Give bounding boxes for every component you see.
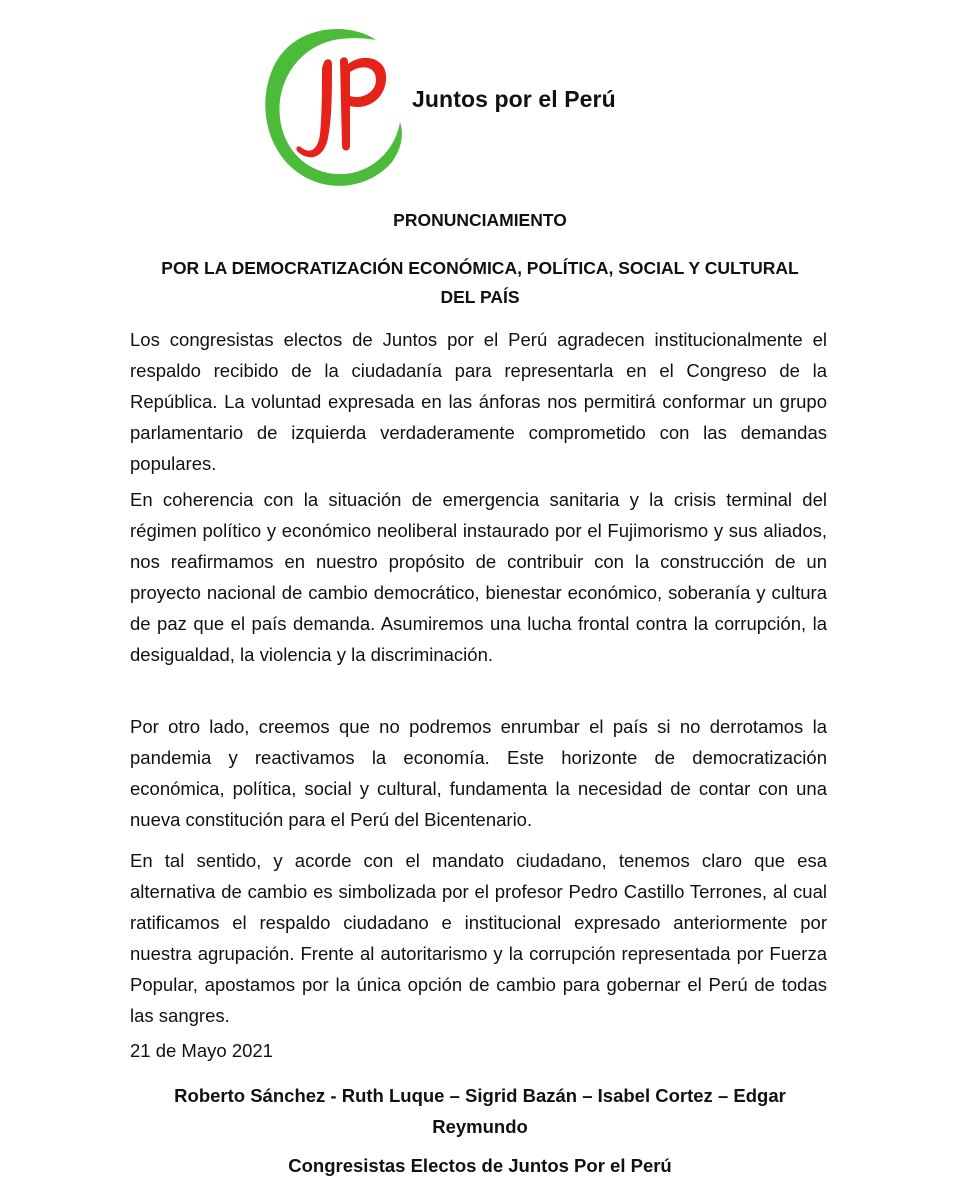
signers-line-2: Reymundo [432, 1116, 528, 1137]
signers-list [0, 1080, 960, 1142]
document-subtitle [0, 254, 960, 312]
paragraph-3: Por otro lado, creemos que no podremos enrumbar el país si no derrotamos la pandemia y reactivamos la economía. Este horizonte de democratización económica, política, social y cultural, fundamenta la necesidad de contar con una nueva constitución para el Perú del Bicentenario. [130, 716, 827, 830]
jp-logo-icon [258, 22, 408, 192]
signature-footer: Congresistas Electos de Juntos Por el Perú [288, 1155, 672, 1176]
signers-line-1: Roberto Sánchez - Ruth Luque – Sigrid Bazán – Isabel Cortez – Edgar [174, 1085, 786, 1106]
document-title: PRONUNCIAMIENTO [393, 210, 567, 230]
party-name: Juntos por el Perú [412, 86, 616, 112]
paragraph-2: En coherencia con la situación de emergencia sanitaria y la crisis terminal del régimen político y económico neoliberal instaurado por el Fujimorismo y sus aliados, nos reafirmamos en nuestro propósito de contribuir con la construcción de un proyecto nacional de cambio democrático, bienestar económico, soberanía y cultura de paz que el país demanda. Asumiremos una lucha frontal contra la corrupción, la desigualdad, la violencia y la discriminación. [130, 489, 827, 665]
paragraph-4: En tal sentido, y acorde con el mandato ciudadano, tenemos claro que esa alternativa de cambio es simbolizada por el profesor Pedro Castillo Terrones, al cual ratificamos el respaldo ciudadano e institucional expresado anteriormente por nuestra agrupación. Frente al autoritarismo y la corrupción representada por Fuerza Popular, apostamos por la única opción de cambio para gobernar el Perú de todas las sangres. [130, 850, 827, 1026]
document-date: 21 de Mayo 2021 [130, 1040, 273, 1061]
paragraph-1: Los congresistas electos de Juntos por el Perú agradecen institucionalmente el respaldo recibido de la ciudadanía para representarla en el Congreso de la República. La voluntad expresada en las ánforas nos permitirá conformar un grupo parlamentario de izquierda verdaderamente comprometido con las demandas populares. [130, 329, 827, 474]
subtitle-line-1: POR LA DEMOCRATIZACIÓN ECONÓMICA, POLÍTICA, SOCIAL Y CULTURAL [161, 258, 799, 278]
party-logo [258, 22, 408, 192]
subtitle-line-2: DEL PAÍS [440, 287, 520, 307]
